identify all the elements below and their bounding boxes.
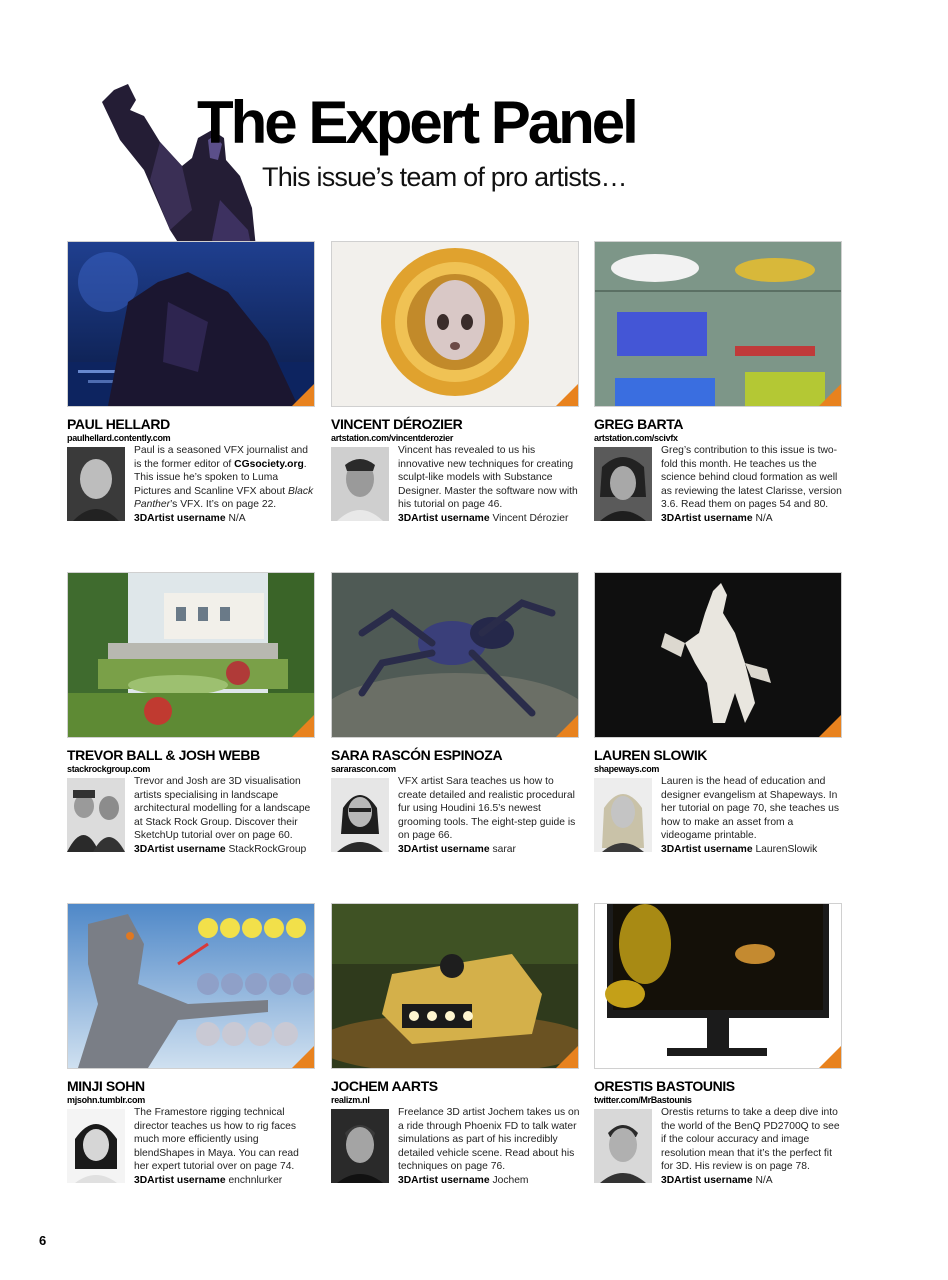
expert-card-minji-sohn xyxy=(67,903,315,1193)
expert-url[interactable]: stackrockgroup.com xyxy=(67,764,151,774)
expert-url[interactable]: sararascon.com xyxy=(331,764,396,774)
username-value: N/A xyxy=(755,512,773,524)
expert-bio: Freelance 3D artist Jochem takes us on a ride through Phoenix FD to talk water simulations as part of his incredibly detailed vehicle scene. Read about his techniques on page 76. 3DArtist username Jochem xyxy=(398,1107,580,1186)
face-rig-blendshapes-image xyxy=(67,903,315,1069)
expert-card-greg-barta xyxy=(594,241,842,531)
expert-portrait xyxy=(67,778,125,852)
page-title: The Expert Panel xyxy=(197,89,636,156)
expert-card-vincent-derozier xyxy=(331,241,579,531)
expert-url[interactable]: paulhellard.contently.com xyxy=(67,433,171,443)
expert-bio: The Framestore rigging technical director teaches us how to rig faces much more efficiently using blendShapes in Maya. You can read her expert tutorial over on page 74. 3DArtist username enchnlurker xyxy=(134,1107,299,1186)
expert-bio: Vincent has revealed to us his innovative new techniques for creating sculpt-like models with Substance Designer. Master the software now with his tutorial on page 46. 3DArtist username Vincent Dérozier xyxy=(398,445,578,524)
expert-name: PAUL HELLARD xyxy=(67,416,170,432)
username-value: Vincent Dérozier xyxy=(492,512,569,524)
expert-portrait xyxy=(331,778,389,852)
username-value: LaurenSlowik xyxy=(755,843,818,855)
corner-accent xyxy=(818,714,842,738)
expert-url[interactable]: realizm.nl xyxy=(331,1095,370,1105)
expert-name: TREVOR BALL & JOSH WEBB xyxy=(67,747,260,763)
corner-accent xyxy=(555,714,579,738)
expert-portrait xyxy=(594,778,652,852)
page-number: 6 xyxy=(39,1233,47,1248)
corner-accent xyxy=(555,1045,579,1069)
corner-accent xyxy=(291,383,315,407)
username-label: 3DArtist username xyxy=(661,843,753,855)
page-subtitle: This issue’s team of pro artists… xyxy=(262,162,627,192)
expert-bio: Paul is a seasoned VFX journalist and is the former editor of CGsociety.org. This issue he’s spoken to Luma Pictures and Scanline VFX about Black Panther’s VFX. It’s on page 22. 3DArtist username N/A xyxy=(134,445,314,524)
expert-portrait xyxy=(67,1109,125,1183)
black-panther-render-image xyxy=(67,241,315,407)
username-label: 3DArtist username xyxy=(661,1174,753,1186)
username-label: 3DArtist username xyxy=(134,1174,226,1186)
corner-accent xyxy=(818,1045,842,1069)
expert-card-stack-rock-group xyxy=(67,572,315,862)
expert-name: MINJI SOHN xyxy=(67,1078,145,1094)
expert-url[interactable]: twitter.com/MrBastounis xyxy=(594,1095,692,1105)
username-value: N/A xyxy=(228,512,246,524)
printed-creature-figure-image xyxy=(594,572,842,738)
expert-card-paul-hellard xyxy=(67,241,315,531)
offroad-vehicle-water-image xyxy=(331,903,579,1069)
username-label: 3DArtist username xyxy=(398,1174,490,1186)
expert-url[interactable]: mjsohn.tumblr.com xyxy=(67,1095,145,1105)
username-label: 3DArtist username xyxy=(661,512,753,524)
expert-name: ORESTIS BASTOUNIS xyxy=(594,1078,735,1094)
expert-bio: Trevor and Josh are 3D visualisation artists specialising in landscape architectural modelling for a landscape at Stack Rock Group. Discover their SketchUp tutorial over on page 60. 3DArtist username StackRockGroup xyxy=(134,776,311,855)
cloud-simulation-image xyxy=(594,241,842,407)
username-label: 3DArtist username xyxy=(398,843,490,855)
corner-accent xyxy=(555,383,579,407)
expert-url[interactable]: artstation.com/vincentderozier xyxy=(331,433,454,443)
expert-portrait xyxy=(594,1109,652,1183)
expert-bio: Greg’s contribution to this issue is two-fold this month. He teaches us the science behind cloud formation as well as reviewing the latest Clarisse, version 3.6. Read them on pages 54 and 80. 3DArtist username N/A xyxy=(661,445,842,524)
username-label: 3DArtist username xyxy=(398,512,490,524)
username-value: Jochem xyxy=(492,1174,529,1186)
username-value: StackRockGroup xyxy=(228,843,307,855)
expert-card-jochem-aarts xyxy=(331,903,579,1193)
expert-portrait xyxy=(331,1109,389,1183)
expert-bio: VFX artist Sara teaches us how to create detailed and realistic procedural fur using Houdini 16.5’s newest grooming tools. The eight-step guide is on page 66. 3DArtist username sarar xyxy=(398,776,576,855)
corner-accent xyxy=(291,1045,315,1069)
expert-name: JOCHEM AARTS xyxy=(331,1078,438,1094)
username-label: 3DArtist username xyxy=(134,843,226,855)
sculpted-sun-head-image xyxy=(331,241,579,407)
expert-card-sara-rascon-espinoza xyxy=(331,572,579,862)
benq-monitor-image xyxy=(594,903,842,1069)
expert-portrait xyxy=(67,447,125,521)
expert-url[interactable]: artstation.com/scivfx xyxy=(594,433,678,443)
tarantula-fur-image xyxy=(331,572,579,738)
expert-name: SARA RASCÓN ESPINOZA xyxy=(331,747,503,763)
expert-card-orestis-bastounis xyxy=(594,903,842,1193)
corner-accent xyxy=(818,383,842,407)
expert-name: GREG BARTA xyxy=(594,416,684,432)
username-label: 3DArtist username xyxy=(134,512,226,524)
expert-portrait xyxy=(594,447,652,521)
expert-card-lauren-slowik xyxy=(594,572,842,862)
expert-url[interactable]: shapeways.com xyxy=(594,764,660,774)
landscape-garden-image xyxy=(67,572,315,738)
expert-portrait xyxy=(331,447,389,521)
expert-bio: Lauren is the head of education and designer evangelism at Shapeways. In her tutorial on page 70, she teaches us how to make an asset from a videogame printable. 3DArtist username LaurenSlowik xyxy=(661,776,840,855)
corner-accent xyxy=(291,714,315,738)
username-value: N/A xyxy=(755,1174,773,1186)
username-value: sarar xyxy=(492,843,516,855)
expert-name: VINCENT DÉROZIER xyxy=(331,416,463,432)
expert-bio: Orestis returns to take a deep dive into the world of the BenQ PD2700Q to see if the colour accuracy and image resolution mean that it’s the perfect fit for 3D. His review is on page 78. 3DArtist username N/A xyxy=(661,1107,840,1186)
username-value: enchnlurker xyxy=(228,1174,283,1186)
expert-name: LAUREN SLOWIK xyxy=(594,747,708,763)
